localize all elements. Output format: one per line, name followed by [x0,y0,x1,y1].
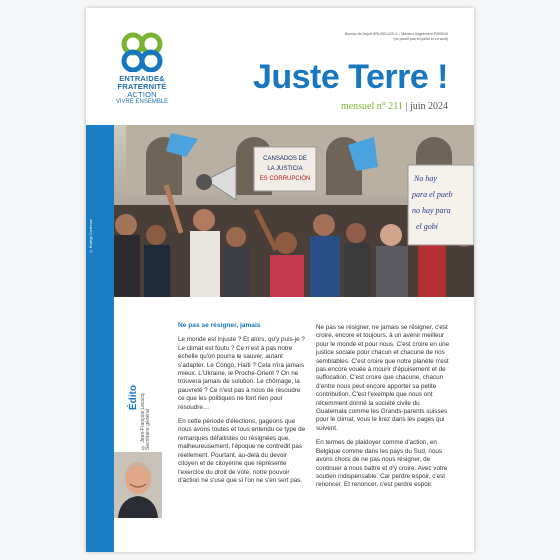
sign-1-line-1: CANSADOS DE [263,156,307,162]
logo-tagline: VIVRE ENSEMBLE [115,99,169,105]
paragraph-2: En cette période d'élections, gageons que nous avons toutes et tous entendu ce type de remarques défaitistes ou résignées que, malheureusement, l'époque ne contredit pas réellement. Pourtant, au-delà du devoir citoyen et de citoyenne que représente l'exercice du droit de vote, notre pouvoir d'action ne s'use que si l'on ne s'en sert pas. [178,418,306,484]
edito-author [141,360,151,450]
sign-2-line-3: no hay para [412,206,451,215]
issue-line [341,101,448,112]
left-accent-bar [86,125,114,552]
logo [112,32,172,122]
article-column-1 [178,322,306,491]
cover-photo [86,125,474,297]
sign-1-line-3: ES CORRUPCIÓN [259,176,311,182]
logo-line-3: ACTION [127,90,157,99]
issue-number: n° 211 [376,101,403,112]
publication-info [308,32,448,42]
author-portrait [114,452,162,518]
edito-sidebar [128,360,151,450]
paragraph-4: En termes de plaidoyer comme d'action, en Belgique comme dans les pays du Sud, nous avons choisi de ne pas nous résigner, de continuer à nous battre et d'y croire. Avec votre soutien indispensable. Car perdre espoir, c'est renoncer. Et renoncer, c'est perdre espoir. [316,439,448,489]
author-role: Secrétaire général [145,409,151,450]
info-line-1: Bureau de Dépôt BRUXELLES X • Numéro d'agrément P303016 [344,32,448,36]
logo-line-1: ENTRAIDE& [119,74,165,83]
issue-prefix: mensuel [340,101,375,112]
magazine-title: Juste Terre ! [252,58,448,96]
author-name: © Jean-François Lecocq [140,393,146,450]
sign-2-line-2: para el pueb [412,190,453,199]
issue-separator: | [405,101,408,112]
article-column-2 [316,324,452,496]
edito-label: Édito [128,385,139,410]
paragraph-3: Ne pas se résigner, ne jamais se résigner, c'est croire, encore et toujours, à un avenir meilleur pour le monde et pour nous. C'est croire en une justice sociale pour chacun et chacune de nos semblables. C'est croire que notre planète n'est pas encore vouée à mourir d'épuisement et de suffocation. C'est croire que chacune, chacun d'entre nous peut encore apporter sa petite contribution. C'est l'exemple que nous ont récemment donné la société civile du Guatemala comme les Grands-parents suisses pour le climat, vous le lirez dans les pages qui suivent. [316,324,450,432]
magazine-cover [86,8,474,552]
sign-2-line-1: No hay [414,174,437,183]
info-line-2: (ne paraît pas en juillet et en août) [393,37,448,41]
logo-line-2: FRATERNITÉ [117,82,167,91]
paragraph-1: Le monde est injuste ? Et alors, qu'y puis-je ? Le climat est foutu ? Ce n'est à pas notre échelle qu'on pourra le sauver, autant s'adapter. Le Congo, Haïti ? Cela n'ira jamais mieux. L'Ukraine, le Proche-Orient ? On ne trouvera jamais de solution. Le chômage, la pauvreté ? Ce n'est pas à nous de résoudre ce que les politiques ne font rien pour résoudre… [178,336,305,411]
issue-date: juin 2024 [409,101,448,112]
sign-2-line-4: el gobi [416,222,438,231]
photo-credit: © Rodrigo Contreras [89,219,93,253]
sign-1-line-2: LA JUSTICIA [267,166,303,172]
article-heading: Ne pas se résigner, jamais [178,322,261,329]
protest-photo [86,125,474,297]
logo-icon [115,32,169,72]
